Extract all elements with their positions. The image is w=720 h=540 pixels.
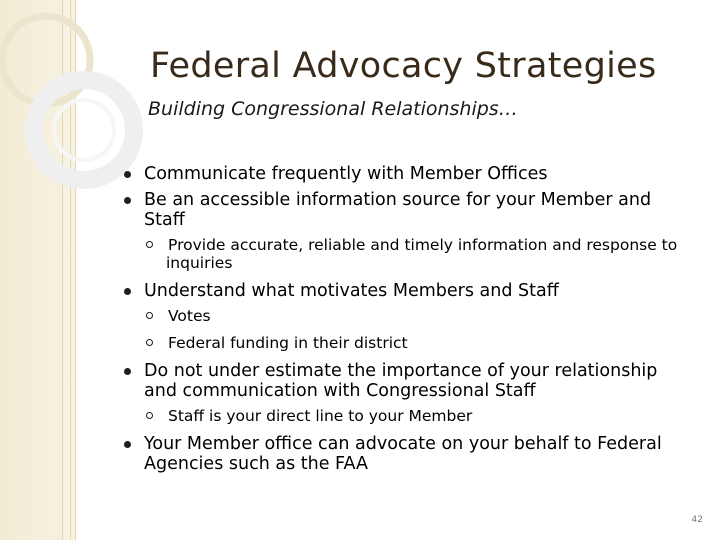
bullet-dot-icon — [124, 441, 131, 448]
bullet-ring-icon — [146, 412, 153, 419]
bullet-item — [122, 281, 692, 301]
bullet-dot-icon — [124, 197, 131, 204]
bullet-dot-icon — [124, 171, 131, 178]
bullet-text: Do not under estimate the importance of your relationship and communication with Congressional Staff — [144, 361, 658, 401]
slide-subtitle: Building Congressional Relationships… — [148, 98, 518, 120]
bullet-item — [122, 361, 692, 401]
sub-bullet-text: Votes — [168, 307, 211, 325]
sub-bullet-text: Staff is your direct line to your Member — [168, 407, 473, 425]
bullet-dot-icon — [124, 368, 131, 375]
page-number: 42 — [691, 515, 703, 525]
bullet-item — [122, 164, 692, 184]
bullet-text: Communicate frequently with Member Offices — [144, 164, 548, 184]
sub-bullet-text: Federal funding in their district — [168, 334, 408, 352]
sub-bullet-item — [144, 236, 692, 272]
bullet-dot-icon — [124, 288, 131, 295]
bullet-text: Your Member office can advocate on your behalf to Federal Agencies such as the FAA — [144, 434, 662, 474]
bullet-item — [122, 434, 692, 474]
bullet-item — [122, 190, 692, 230]
bullet-ring-icon — [146, 241, 153, 248]
ring-small — [54, 100, 114, 160]
sub-bullet-item — [144, 334, 692, 352]
slide-title: Federal Advocacy Strategies — [150, 46, 657, 86]
bullet-text: Understand what motivates Members and Staff — [144, 281, 559, 301]
sub-bullet-text: Provide accurate, reliable and timely information and response to inquiries — [166, 236, 678, 272]
bullet-text: Be an accessible information source for your Member and Staff — [144, 190, 652, 230]
bullet-ring-icon — [146, 312, 153, 319]
bullet-list — [122, 164, 692, 480]
bullet-ring-icon — [146, 339, 153, 346]
ring-medium — [34, 80, 134, 180]
sub-bullet-item — [144, 307, 692, 325]
sub-bullet-item — [144, 407, 692, 425]
